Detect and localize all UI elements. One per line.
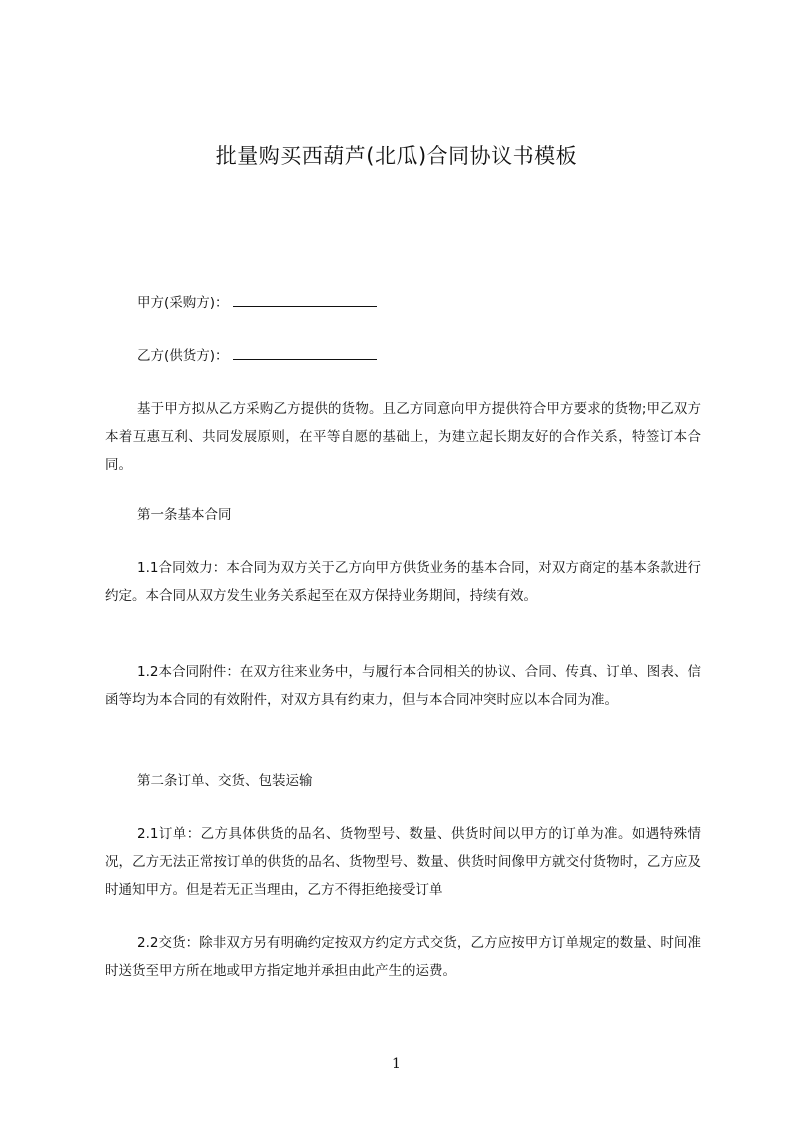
article-2-heading: 第二条订单、交货、包装运输	[137, 773, 313, 789]
party-b-line	[137, 345, 377, 366]
clause-1-2: 1.2本合同附件：在双方往来业务中，与履行本合同相关的协议、合同、传真、订单、图表、信函等均为本合同的有效附件，对双方具有约束力，但与本合同冲突时应以本合同为准。	[105, 664, 701, 708]
party-a-line	[137, 292, 377, 313]
article-1-heading: 第一条基本合同	[137, 507, 232, 523]
party-a-blank	[233, 292, 377, 307]
party-b-label: 乙方(供货方)：	[137, 348, 229, 364]
clause-2-1: 2.1订单：乙方具体供货的品名、货物型号、数量、供货时间以甲方的订单为准。如遇特殊情况，乙方无法正常按订单的供货的品名、货物型号、数量、供货时间像甲方就交付货物时，乙方应及时通知甲方。但是若无正当理由，乙方不得拒绝接受订单	[105, 826, 701, 898]
party-b-blank	[233, 345, 377, 360]
intro-paragraph: 基于甲方拟从乙方采购乙方提供的货物。且乙方同意向甲方提供符合甲方要求的货物;甲乙双方本着互惠互利、共同发展原则，在平等自愿的基础上，为建立起长期友好的合作关系，特签订本合同。	[105, 401, 701, 473]
clause-1-1: 1.1合同效力：本合同为双方关于乙方向甲方供货业务的基本合同，对双方商定的基本条款进行约定。本合同从双方发生业务关系起至在双方保持业务期间，持续有效。	[105, 560, 701, 604]
document-title: 批量购买西葫芦(北瓜)合同协议书模板	[215, 144, 578, 168]
party-a-label: 甲方(采购方)：	[137, 295, 229, 311]
page-number: 1	[392, 1056, 401, 1072]
clause-2-2: 2.2交货：除非双方另有明确约定按双方约定方式交货，乙方应按甲方订单规定的数量、时间准时送货至甲方所在地或甲方指定地并承担由此产生的运费。	[105, 935, 701, 979]
